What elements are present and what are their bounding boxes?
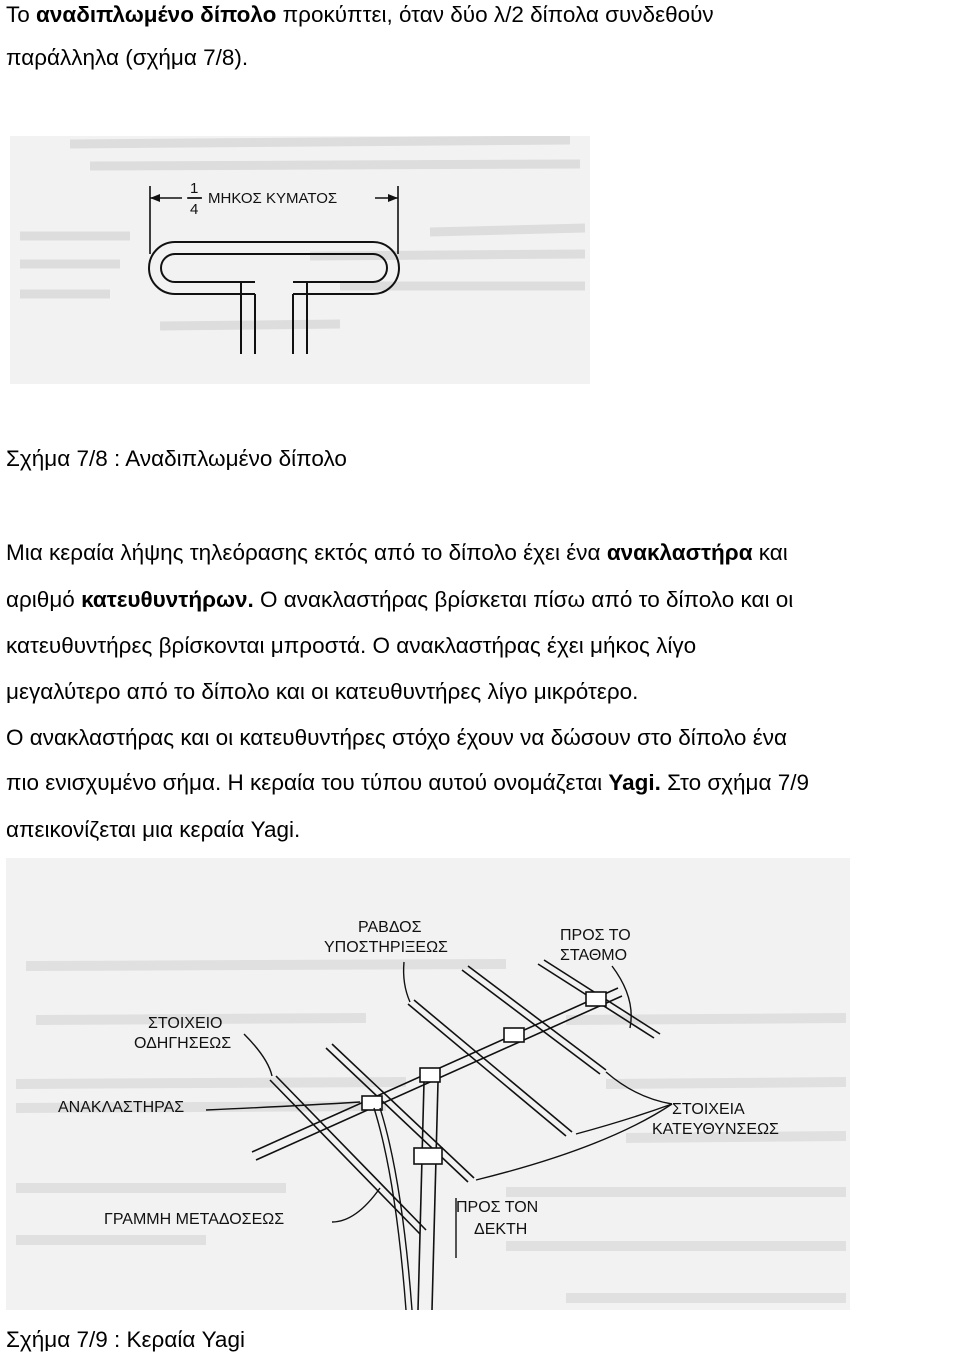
fraction-numerator: 1 — [190, 180, 199, 197]
body-line-5: Ο ανακλαστήρας και οι κατευθυντήρες στόχο έχουν να δώσουν στο δίπολο ένα — [6, 725, 787, 750]
intro-bold-term: αναδιπλωμένο δίπολο — [36, 2, 277, 27]
body-text: Στο σχήμα 7/9 — [660, 770, 810, 795]
label-support-rod-1: ΡΑΒΔΟΣ — [358, 919, 422, 936]
intro-line-2: παράλληλα (σχήμα 7/8). — [6, 45, 249, 70]
body-line-4: μεγαλύτερο από το δίπολο και οι κατευθυντήρες λίγο μικρότερο. — [6, 679, 639, 704]
body-text: Μια κεραία λήψης τηλεόρασης εκτός από το δίπολο έχει ένα — [6, 540, 607, 565]
fraction-denominator: 4 — [190, 201, 199, 218]
label-reflector: ΑΝΑΚΛΑΣΤΗΡΑΣ — [58, 1099, 185, 1116]
label-to-station-1: ΠΡΟΣ ΤΟ — [560, 927, 631, 944]
body-line-2 — [6, 585, 793, 615]
label-directors-2: ΚΑΤΕΥΘΥΝΣΕΩΣ — [652, 1121, 779, 1138]
body-line-1 — [6, 538, 788, 568]
intro-text-c: προκύπτει, όταν δύο λ/2 δίπολα συνδεθούν — [276, 2, 714, 27]
body-line-7: απεικονίζεται μια κεραία Yagi. — [6, 817, 301, 842]
label-driven-element-2: ΟΔΗΓΗΣΕΩΣ — [134, 1035, 232, 1052]
body-text: αριθμό — [6, 587, 82, 612]
label-to-receiver-2: ΔΕΚΤΗ — [474, 1221, 528, 1238]
wavelength-label: ΜΗΚΟΣ ΚΥΜΑΤΟΣ — [208, 190, 338, 207]
folded-dipole-diagram — [10, 136, 590, 384]
label-support-rod-2: ΥΠΟΣΤΗΡΙΞΕΩΣ — [324, 939, 448, 956]
body-line-3: κατευθυντήρες βρίσκονται μπροστά. Ο ανακλαστήρας έχει μήκος λίγο — [6, 633, 697, 658]
body-text: πιο ενισχυμένο σήμα. Η κεραία του τύπου αυτού ονομάζεται — [6, 770, 609, 795]
bold-directors: κατευθυντήρων. — [81, 587, 254, 612]
figure-7-9-caption: Σχήμα 7/9 : Κεραία Yagi — [6, 1327, 245, 1352]
label-transmission-line: ΓΡΑΜΜΗ ΜΕΤΑΔΟΣΕΩΣ — [104, 1211, 285, 1228]
label-to-station-2: ΣΤΑΘΜΟ — [560, 947, 628, 964]
label-driven-element-1: ΣΤΟΙΧΕΙΟ — [148, 1015, 223, 1032]
figure-7-8-caption: Σχήμα 7/8 : Αναδιπλωμένο δίπολο — [6, 446, 347, 471]
figure-7-8-scan — [10, 136, 590, 384]
body-line-6 — [6, 768, 809, 798]
bold-yagi: Yagi. — [608, 770, 661, 795]
intro-line-1 — [6, 0, 714, 30]
label-directors-1: ΣΤΟΙΧΕΙΑ — [672, 1101, 745, 1118]
yagi-antenna-diagram — [6, 858, 850, 1310]
figure-7-9-scan — [6, 858, 850, 1310]
intro-text-a: Το — [6, 2, 37, 27]
label-to-receiver-1: ΠΡΟΣ ΤΟΝ — [456, 1199, 539, 1216]
body-text: και — [752, 540, 788, 565]
bold-reflector: ανακλαστήρα — [606, 540, 753, 565]
body-text: Ο ανακλαστήρας βρίσκεται πίσω από το δίπολο και οι — [253, 587, 794, 612]
